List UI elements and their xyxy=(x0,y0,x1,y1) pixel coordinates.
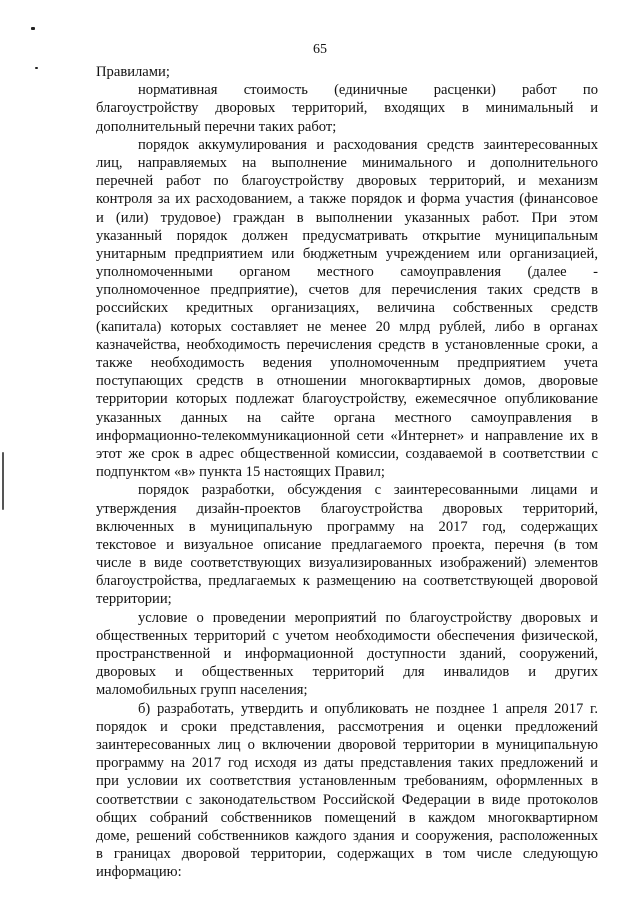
scan-mark-top xyxy=(31,27,35,30)
text-line: Правилами; xyxy=(96,64,170,80)
text-line: поступающих средств в отношении многоквартирных домов, дворовые xyxy=(96,373,598,390)
text-line: нормативная стоимость (единичные расценки) работ по xyxy=(138,82,598,99)
text-line: благоустройству дворовых территорий, входящих в минимальный и xyxy=(96,100,598,117)
text-line: дополнительный перечни таких работ; xyxy=(96,118,337,135)
text-line: указанных данных на сайте органа местного самоуправления в xyxy=(96,409,598,426)
text-line: включенных в муниципальную программу на 2017 год, содержащих xyxy=(96,518,598,535)
text-line: б) разработать, утвердить и опубликовать не позднее 1 апреля 2017 г. xyxy=(138,700,598,717)
text-line: в границах дворовой территории, содержащих в том числе следующую xyxy=(96,846,598,863)
text-line: доме, решений собственников каждого здания и сооружения, расположенных xyxy=(96,827,598,844)
text-line: казначейства, необходимость перечисления средств в установленные сроки, а xyxy=(96,336,598,353)
text-line: уполномоченное предприятие), счетов для перечисления таких средств в xyxy=(96,282,598,299)
text-line: уполномоченными органом местного самоуправления (далее - xyxy=(96,264,598,281)
text-line: унитарным предприятием или бюджетным учреждением или организацией, xyxy=(96,245,598,262)
text-line: текстовое и визуальное описание предлагаемого проекта, перечня (в том xyxy=(96,536,598,553)
text-line: территории; xyxy=(96,591,172,608)
text-line: благоустройства, предлагаемых к размещению на соответствующей дворовой xyxy=(96,573,598,590)
text-line: подпунктом «в» пункта 15 настоящих Правил; xyxy=(96,464,385,481)
text-line: территории которых подлежат благоустройству, ежемесячное опубликование xyxy=(96,391,598,408)
text-line: информацию: xyxy=(96,864,182,881)
text-line: пространственной и информационной доступности зданий, сооружений, xyxy=(96,646,598,662)
text-line: российских кредитных организациях, величина собственных средств xyxy=(96,300,598,317)
document-body xyxy=(96,63,598,881)
text-line: маломобильных групп населения; xyxy=(96,682,308,699)
text-line: общественных территорий с учетом необходимости обеспечения физической, xyxy=(96,627,598,644)
scan-mark-second xyxy=(35,67,38,69)
text-line: числе в виде соответствующих визуализированных изображений) элементов xyxy=(96,555,598,572)
text-line: программу на 2017 год исходя из даты представления таких предложений и xyxy=(96,755,598,772)
text-line: при условии их соответствия установленным требованиям, оформленных в xyxy=(96,773,598,790)
text-line: этот же срок в адрес общественной комиссии, создаваемой в соответствии с xyxy=(96,445,598,462)
text-line: порядок и сроки представления, рассмотрения и оценки предложений xyxy=(96,718,598,735)
text-line: порядок разработки, обсуждения с заинтересованными лицами и xyxy=(138,482,598,499)
text-line: и (или) трудовое) граждан в выполнении указанных работ. При этом xyxy=(96,209,598,226)
text-line: лиц, направляемых на выполнение минимального и дополнительного xyxy=(96,154,598,171)
text-line: заинтересованных лиц о включении дворовой территории в муниципальную xyxy=(96,736,598,753)
text-line: перечней работ по благоустройству дворовых территорий, и механизм xyxy=(96,173,598,190)
text-line: информационно-телекоммуникационной сети «Интернет» и направление их в xyxy=(96,427,598,444)
page-number: 65 xyxy=(313,42,327,57)
text-line: дворовых и общественных территорий для инвалидов и других xyxy=(96,664,598,681)
text-line: указанный порядок должен предусматривать открытие муниципальным xyxy=(96,227,598,244)
text-line: также необходимость ведения уполномоченным предприятием учета xyxy=(96,355,598,371)
text-line: утверждения дизайн-проектов благоустройства дворовых территорий, xyxy=(96,500,598,517)
text-line: контроля за их расходованием, а также порядок и форма участия (финансовое xyxy=(96,191,598,208)
text-line: условие о проведении мероприятий по благоустройству дворовых и xyxy=(138,609,598,626)
text-line: (капитала) которых составляет не менее 20 млрд рублей, либо в органах xyxy=(96,318,598,335)
text-line: соответствии с законодательством Российской Федерации в виде протоколов xyxy=(96,791,598,808)
text-line: порядок аккумулирования и расходования средств заинтересованных xyxy=(138,136,598,153)
scan-edge-line xyxy=(2,452,4,510)
text-line: общих собраний собственников помещений в каждом многоквартирном xyxy=(96,809,598,826)
